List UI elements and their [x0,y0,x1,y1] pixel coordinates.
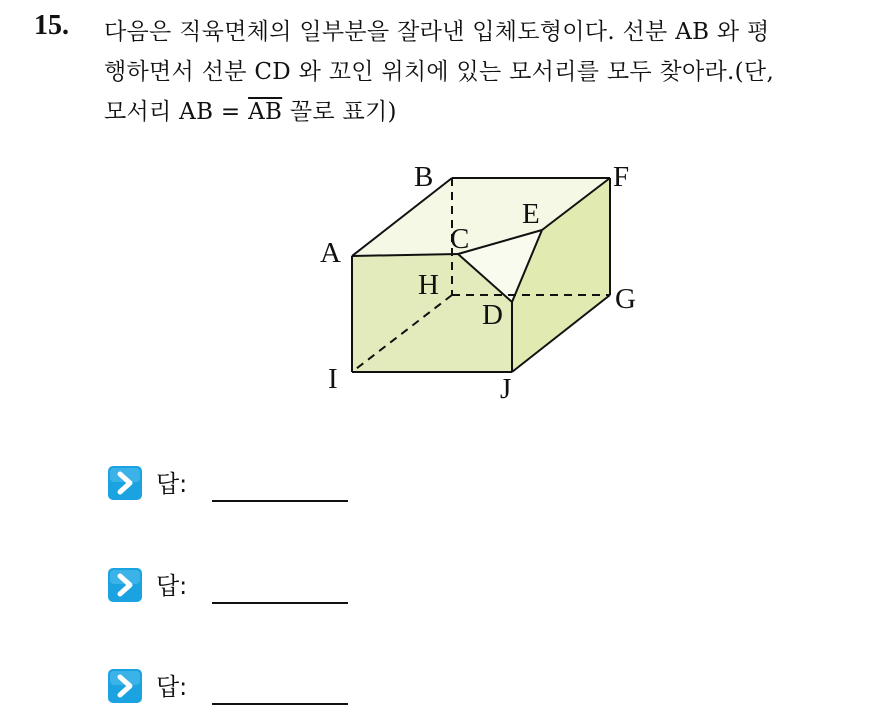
answer-blank[interactable] [212,500,348,502]
question-line-2: 행하면서 선분 CD 와 꼬인 위치에 있는 모서리를 모두 찾아라.(단, [104,59,775,85]
solid-figure [300,150,660,410]
question-line-1: 다음은 직육면체의 일부분을 잘라낸 입체도형이다. 선분 AB 와 평 [104,19,770,45]
question-line-3 [104,92,874,132]
answer-blank[interactable] [212,703,348,705]
chevron-right-icon [108,669,142,703]
vertex-label-G: G [615,283,636,315]
vertex-label-D: D [482,299,503,331]
vertex-label-B: B [414,161,434,193]
answer-row-3 [108,665,368,709]
answer-row-2 [108,564,368,608]
answer-blank[interactable] [212,602,348,604]
chevron-right-icon [108,568,142,602]
question-number: 15. [34,10,69,41]
vertex-label-H: H [418,269,439,301]
overline-notation: $\overline{AB}$ [248,99,283,125]
question-text [104,12,874,132]
vertex-label-I: I [328,363,338,395]
answer-label: 답: [156,470,188,498]
vertex-label-J: J [500,373,512,405]
answer-row-1 [108,462,368,506]
solid-figure-svg [300,150,660,410]
vertex-label-E: E [522,198,540,230]
vertex-label-F: F [613,161,630,193]
question-line-3-suffix: 꼴로 표기) [282,99,397,125]
chevron-right-icon [108,466,142,500]
answer-label: 답: [156,572,188,600]
vertex-label-C: C [450,223,470,255]
question-line-3-prefix: 모서리 AB = [104,99,249,125]
answer-label: 답: [156,673,188,701]
vertex-label-A: A [320,237,341,269]
